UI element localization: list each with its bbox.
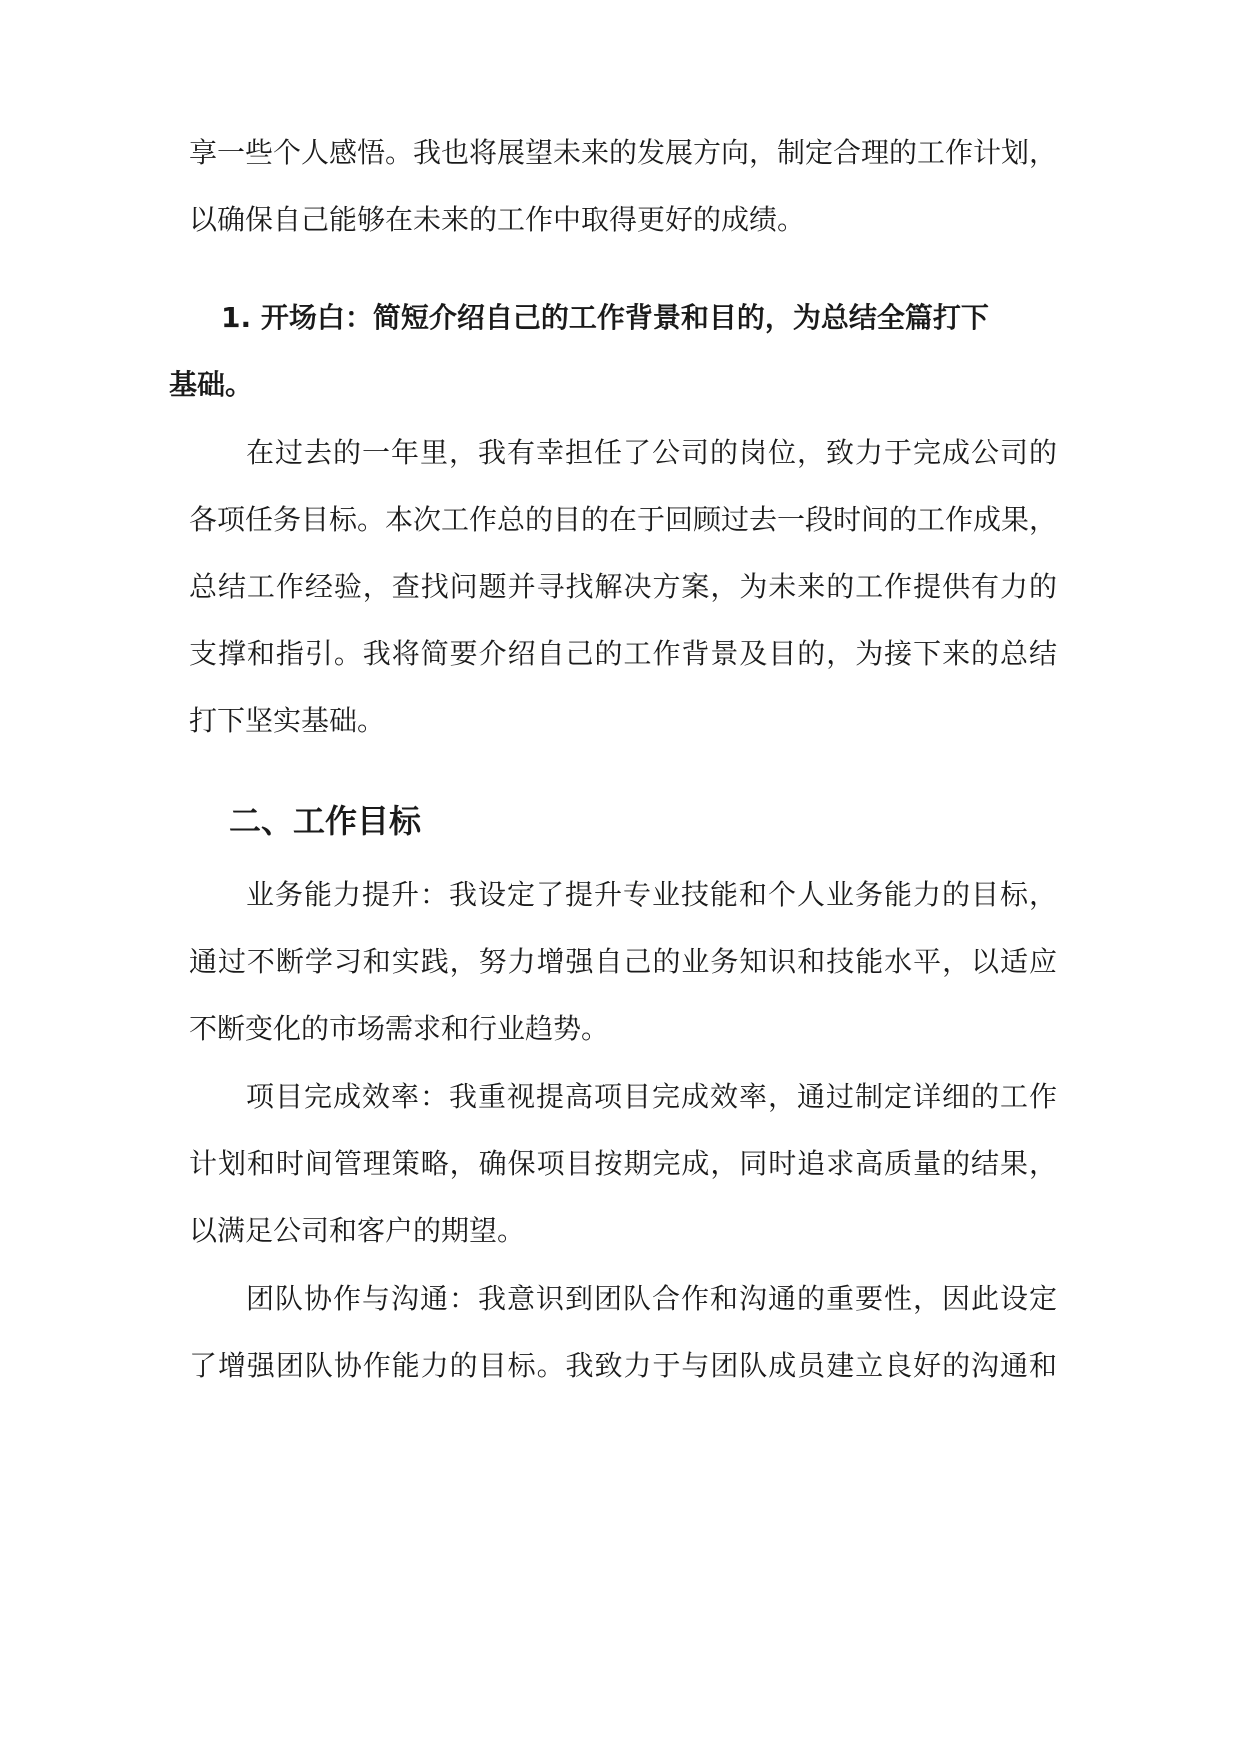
background-line-5: 打下坚实基础。 (189, 704, 386, 737)
background-line-2: 各项任务目标。本次工作总的目的在于回顾过去一段时间的工作成果， (189, 503, 1058, 536)
business-line-1: 业务能力提升：我设定了提升专业技能和个人业务能力的目标， (246, 878, 1057, 911)
intro-line-1: 享一些个人感悟。我也将展望未来的发展方向，制定合理的工作计划， (189, 136, 1058, 169)
background-line-1: 在过去的一年里，我有幸担任了公司的岗位，致力于完成公司的 (246, 436, 1057, 469)
team-line-2: 了增强团队协作能力的目标。我致力于与团队成员建立良好的沟通和 (189, 1349, 1057, 1382)
team-line-1: 团队协作与沟通：我意识到团队合作和沟通的重要性，因此设定 (246, 1282, 1057, 1315)
intro-line-2: 以确保自己能够在未来的工作中取得更好的成绩。 (189, 203, 806, 236)
item-1-heading-line-2: 基础。 (169, 368, 254, 401)
project-line-3: 以满足公司和客户的期望。 (189, 1214, 526, 1247)
section-2-title: 二、工作目标 (229, 802, 422, 840)
business-line-3: 不断变化的市场需求和行业趋势。 (189, 1012, 610, 1045)
project-line-1: 项目完成效率：我重视提高项目完成效率，通过制定详细的工作 (246, 1080, 1057, 1113)
background-line-4: 支撑和指引。我将简要介绍自己的工作背景及目的，为接下来的总结 (189, 637, 1057, 670)
business-line-2: 通过不断学习和实践，努力增强自己的业务知识和技能水平，以适应 (189, 945, 1057, 978)
item-1-heading-line-1: 1. 开场白：简短介绍自己的工作背景和目的，为总结全篇打下 (221, 301, 989, 334)
background-line-3: 总结工作经验，查找问题并寻找解决方案，为未来的工作提供有力的 (189, 570, 1057, 603)
project-line-2: 计划和时间管理策略，确保项目按期完成，同时追求高质量的结果， (189, 1147, 1057, 1180)
